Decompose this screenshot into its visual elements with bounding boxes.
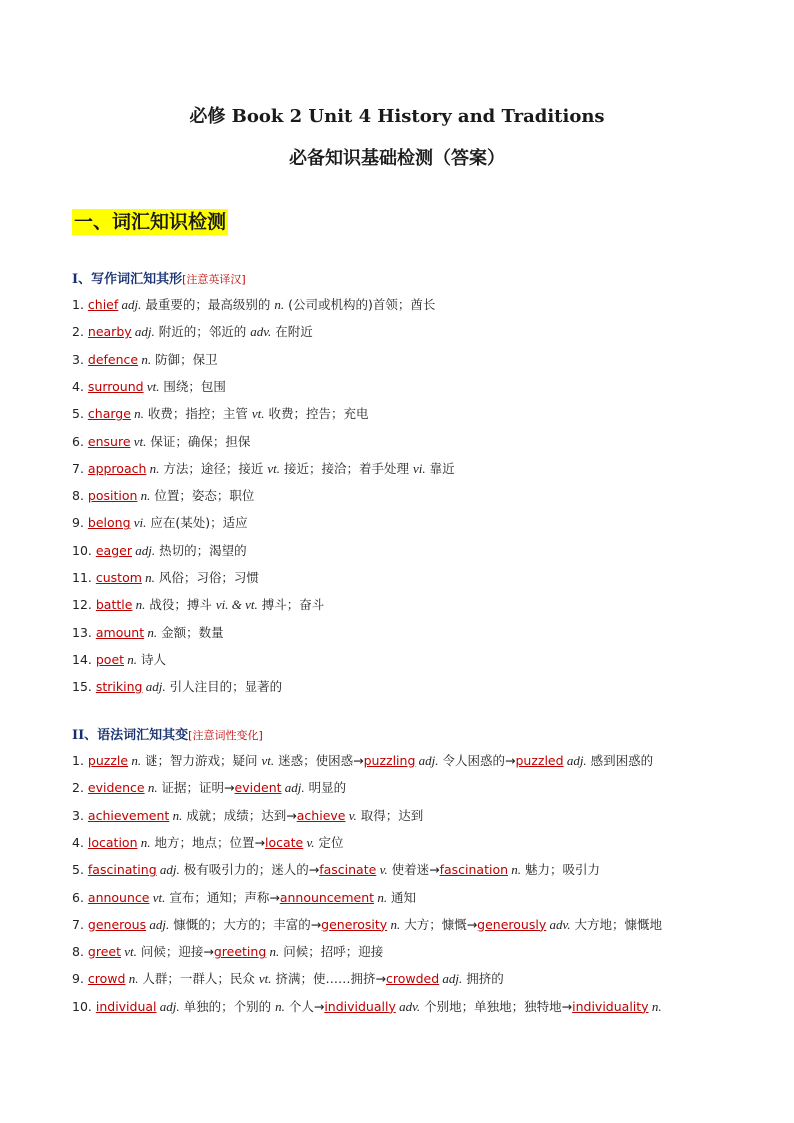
- vocab-answer-word: eager: [95, 542, 132, 558]
- entry-text: 明显的: [304, 780, 347, 796]
- entry-text: 引人注目的；显著的: [165, 679, 283, 695]
- entry-text: 7.: [72, 916, 88, 932]
- entry-text: 3.: [72, 807, 88, 823]
- entry-text: 极有吸引力的；迷人的→: [179, 862, 320, 878]
- section-heading-vocabulary: 一、词汇知识检测: [74, 211, 227, 233]
- part-of-speech: n.: [125, 971, 139, 987]
- entry-text: 围绕；包围: [159, 378, 226, 394]
- vocab-answer-word: achieve: [296, 807, 346, 823]
- part-of-speech: v.: [345, 807, 357, 823]
- entry-text: 7.: [72, 460, 88, 476]
- part-of-speech: vt.: [267, 460, 280, 476]
- vocab-entry: [72, 461, 455, 477]
- vocab-answer-word: fascination: [439, 862, 509, 878]
- vocab-entry: [72, 297, 435, 313]
- part-of-speech: n.: [648, 998, 662, 1014]
- vocab-answer-word: generosity: [321, 916, 388, 932]
- vocab-answer-word: location: [87, 834, 138, 850]
- part-of-speech: n.: [274, 297, 285, 312]
- vocab-entry: [72, 379, 226, 395]
- part-of-speech: vt.: [143, 378, 160, 394]
- entry-text: 在附近: [271, 324, 313, 340]
- vocab-answer-word: generous: [87, 916, 147, 932]
- entry-text: 14.: [72, 651, 96, 667]
- part-of-speech: n.: [146, 460, 160, 476]
- vocab-entry: [72, 780, 346, 796]
- part-of-speech: adv.: [250, 324, 272, 340]
- entry-text: 靠近: [425, 460, 455, 476]
- part-of-speech: n.: [374, 889, 388, 905]
- entry-text: 挤满；使……拥挤→: [271, 971, 386, 987]
- entry-text: 13.: [72, 624, 96, 640]
- part1-heading-note: [注意英译汉]: [182, 273, 246, 286]
- vocab-entry: [72, 352, 218, 368]
- vocab-entry: [72, 515, 248, 531]
- entry-text: 战役；搏斗: [145, 597, 216, 613]
- entry-text: 12.: [72, 597, 96, 613]
- vocab-answer-word: fascinating: [87, 862, 157, 878]
- vocab-entry: [72, 652, 166, 668]
- part-of-speech: n.: [141, 570, 155, 585]
- part-of-speech: n.: [144, 624, 158, 640]
- entry-text: 个人→: [284, 998, 325, 1014]
- part-of-speech: adj.: [142, 679, 166, 695]
- entry-text: 大方地；慷慨地: [570, 916, 663, 932]
- entry-text: 5.: [72, 862, 88, 878]
- vocab-answer-word: chief: [87, 297, 119, 312]
- entry-text: 10.: [72, 542, 96, 558]
- part-of-speech: adj.: [156, 862, 180, 878]
- entry-text: 5.: [72, 406, 88, 422]
- entry-text: 宣布；通知；声称→: [165, 889, 280, 905]
- entry-text: 9.: [72, 971, 88, 987]
- vocab-answer-word: announcement: [279, 889, 375, 905]
- entry-text: 拥挤的: [462, 971, 504, 987]
- entry-text: 慷慨的；大方的；丰富的→: [169, 916, 322, 932]
- part2-heading-note: [注意词性变化]: [188, 729, 263, 742]
- part-of-speech: vt.: [149, 889, 166, 905]
- part1-heading: [72, 271, 246, 288]
- vocab-answer-word: evident: [234, 780, 282, 796]
- part-of-speech: n.: [137, 834, 151, 850]
- part-of-speech: n.: [128, 753, 142, 768]
- part-of-speech: adj.: [146, 916, 170, 932]
- vocab-answer-word: fascinate: [319, 862, 377, 878]
- part-of-speech: adj.: [118, 297, 142, 312]
- part-of-speech: n.: [138, 351, 152, 367]
- part-of-speech: n.: [124, 651, 138, 667]
- entry-text: 使着迷→: [387, 862, 440, 878]
- part-of-speech: vt.: [121, 944, 137, 960]
- part-of-speech: n.: [275, 998, 285, 1014]
- entry-text: 8.: [72, 488, 88, 504]
- document-subtitle: 必备知识基础检测（答案）: [289, 148, 505, 169]
- part-of-speech: v.: [303, 834, 315, 850]
- entry-text: 位置；姿态；职位: [150, 488, 255, 504]
- vocab-entry: [72, 324, 313, 340]
- vocab-answer-word: custom: [95, 570, 142, 585]
- entry-text: 2.: [72, 324, 88, 340]
- vocab-entry: [72, 570, 259, 586]
- part-of-speech: adj.: [281, 780, 305, 796]
- part-of-speech: vi. & vt.: [215, 597, 258, 613]
- entry-text: 9.: [72, 515, 88, 531]
- vocab-entry: [72, 890, 416, 906]
- vocab-answer-word: puzzling: [363, 753, 416, 768]
- vocab-answer-word: generously: [477, 916, 547, 932]
- vocab-answer-word: position: [87, 488, 138, 504]
- vocab-entry: [72, 753, 653, 769]
- entry-text: 地方；地点；位置→: [150, 834, 265, 850]
- entry-text: 金额；数量: [157, 624, 224, 640]
- vocab-answer-word: surround: [87, 378, 144, 394]
- vocab-entry: [72, 808, 423, 824]
- part1-heading-title: I、写作词汇知其形: [72, 272, 183, 287]
- vocab-answer-word: charge: [87, 406, 131, 422]
- vocab-entry: [72, 917, 662, 933]
- entry-text: (公司或机构的)首领；酋长: [284, 297, 436, 312]
- vocab-answer-word: individual: [95, 998, 157, 1014]
- vocab-answer-word: achievement: [87, 807, 170, 823]
- entry-text: 2.: [72, 780, 88, 796]
- entry-text: 魅力；吸引力: [521, 862, 601, 878]
- vocab-answer-word: individually: [324, 998, 396, 1014]
- entry-text: 定位: [314, 834, 344, 850]
- vocab-answer-word: puzzled: [515, 753, 564, 768]
- part2-heading: [72, 727, 263, 744]
- vocab-entry: [72, 406, 368, 422]
- entry-text: 6.: [72, 889, 88, 905]
- entry-text: 接近；接洽；着手处理: [280, 460, 413, 476]
- entry-text: 感到困惑的: [586, 753, 654, 768]
- entry-text: 保证；确保；担保: [146, 433, 251, 449]
- entry-text: 诗人: [137, 651, 167, 667]
- entry-text: 令人困惑的→: [438, 753, 516, 768]
- vocab-answer-word: defence: [87, 351, 139, 367]
- part-of-speech: n.: [132, 597, 146, 613]
- vocab-answer-word: puzzle: [87, 753, 129, 768]
- entry-text: 应在(某处)；适应: [146, 515, 248, 531]
- entry-text: 证据；证明→: [157, 780, 235, 796]
- entry-text: 人群；一群人；民众: [138, 971, 259, 987]
- entry-text: 谜；智力游戏；疑问: [141, 753, 262, 768]
- entry-text: 收费；指控；主管: [143, 406, 252, 422]
- vocab-entry: [72, 543, 247, 559]
- part-of-speech: vt.: [258, 971, 272, 987]
- part-of-speech: n.: [130, 406, 144, 422]
- entry-text: 1.: [72, 753, 88, 768]
- part-of-speech: n.: [169, 807, 183, 823]
- vocab-entry: [72, 625, 224, 641]
- part-of-speech: n.: [387, 916, 401, 932]
- part-of-speech: adj.: [131, 542, 156, 558]
- part-of-speech: adv.: [546, 916, 571, 932]
- part-of-speech: vt.: [130, 433, 147, 449]
- part-of-speech: n.: [144, 780, 158, 796]
- entry-text: 问候；迎接→: [136, 944, 214, 960]
- part-of-speech: adj.: [131, 324, 155, 340]
- vocab-entry: [72, 944, 383, 960]
- entry-text: 防御；保卫: [151, 351, 218, 367]
- part-of-speech: adj.: [156, 998, 180, 1014]
- vocab-entry: [72, 679, 282, 695]
- entry-text: 4.: [72, 834, 88, 850]
- entry-text: 3.: [72, 351, 88, 367]
- entry-text: 附近的；邻近的: [154, 324, 251, 340]
- vocab-entry: [72, 862, 600, 878]
- vocab-answer-word: approach: [87, 460, 147, 476]
- part-of-speech: adj.: [563, 753, 587, 768]
- part-of-speech: adj.: [439, 971, 463, 987]
- entry-text: 取得；达到: [356, 807, 424, 823]
- entry-text: 搏斗；奋斗: [257, 597, 325, 613]
- entry-text: 迷惑；使困惑→: [274, 753, 364, 768]
- entry-text: 11.: [72, 570, 96, 585]
- entry-text: 通知: [387, 889, 417, 905]
- part-of-speech: n.: [508, 862, 522, 878]
- vocab-entry: [72, 488, 254, 504]
- document-title: 必修 Book 2 Unit 4 History and Traditions: [189, 106, 605, 127]
- vocab-answer-word: poet: [95, 651, 125, 667]
- vocab-entry: [72, 971, 504, 987]
- entry-text: 热切的；渴望的: [155, 542, 247, 558]
- entry-text: 4.: [72, 378, 88, 394]
- vocab-answer-word: crowded: [386, 971, 440, 987]
- part-of-speech: n.: [137, 488, 151, 504]
- part-of-speech: v.: [376, 862, 388, 878]
- vocab-answer-word: ensure: [87, 433, 131, 449]
- entry-text: 方法；途径；接近: [159, 460, 268, 476]
- entry-text: 单独的；个别的: [179, 998, 276, 1014]
- vocab-answer-word: nearby: [87, 324, 132, 340]
- vocab-entry: [72, 999, 662, 1015]
- vocab-answer-word: greet: [87, 944, 121, 960]
- entry-text: 最重要的；最高级别的: [141, 297, 275, 312]
- vocab-answer-word: evidence: [87, 780, 145, 796]
- vocab-answer-word: striking: [95, 679, 143, 695]
- entry-text: 个别地；单独地；独特地→: [420, 998, 573, 1014]
- vocab-entry: [72, 597, 324, 613]
- entry-text: 成就；成绩；达到→: [182, 807, 297, 823]
- part-of-speech: vi.: [412, 460, 426, 476]
- vocab-answer-word: belong: [87, 515, 131, 531]
- vocab-answer-word: locate: [264, 834, 304, 850]
- vocab-entry: [72, 835, 344, 851]
- vocab-answer-word: announce: [87, 889, 150, 905]
- entry-text: 风俗；习俗；习惯: [154, 570, 259, 585]
- part-of-speech: n.: [266, 944, 280, 960]
- entry-text: 10.: [72, 998, 96, 1014]
- entry-text: 大方；慷慨→: [400, 916, 478, 932]
- part-of-speech: adj.: [415, 753, 439, 768]
- entry-text: 6.: [72, 433, 88, 449]
- vocab-answer-word: greeting: [213, 944, 267, 960]
- part-of-speech: vi.: [130, 515, 147, 531]
- entry-text: 15.: [72, 679, 96, 695]
- vocab-answer-word: amount: [95, 624, 145, 640]
- entry-text: 1.: [72, 297, 88, 312]
- part-of-speech: vt.: [261, 753, 275, 768]
- entry-text: 收费；控告；充电: [264, 406, 369, 422]
- entry-text: 问候；招呼；迎接: [279, 944, 384, 960]
- vocab-answer-word: individuality: [572, 998, 649, 1014]
- entry-text: 8.: [72, 944, 88, 960]
- vocab-answer-word: battle: [95, 597, 133, 613]
- vocab-answer-word: crowd: [87, 971, 126, 987]
- part2-heading-title: II、语法词汇知其变: [72, 728, 189, 743]
- part-of-speech: vt.: [251, 406, 265, 422]
- vocab-entry: [72, 434, 250, 450]
- part-of-speech: adv.: [395, 998, 421, 1014]
